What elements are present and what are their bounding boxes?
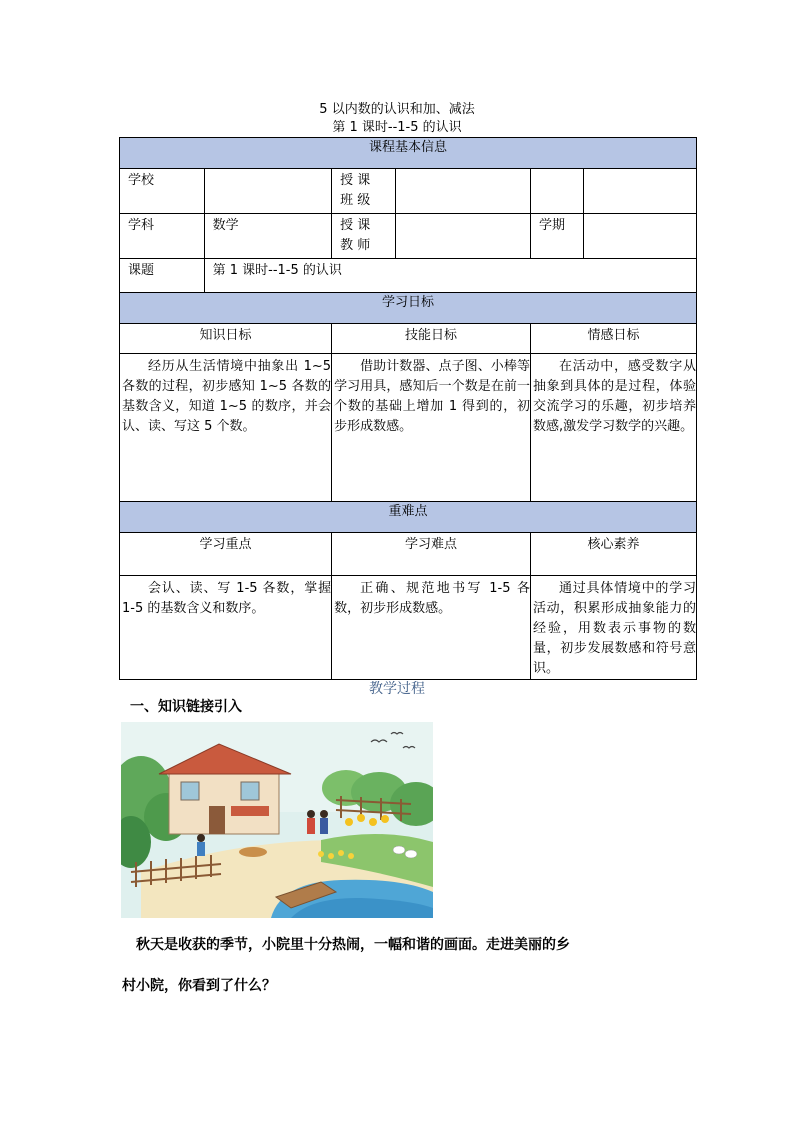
farmyard-illustration — [121, 722, 433, 918]
term-label: 学期 — [530, 214, 583, 259]
key-point-text: 会认、读、写 1-5 各数，掌握 1-5 的基数含义和数序。 — [120, 576, 332, 680]
class-value — [395, 169, 530, 214]
teacher-value — [395, 214, 530, 259]
section-heading: 一、知识链接引入 — [130, 699, 242, 715]
blank-cell — [583, 169, 696, 214]
key-point-heading: 学习重点 — [120, 533, 332, 576]
core-literacy-text: 通过具体情境中的学习活动，积累形成抽象能力的经验，用数表示事物的数量，初步发展数感和符号意识。 — [530, 576, 696, 680]
teacher-label: 授 课 教 师 — [332, 214, 396, 259]
emotion-goal-heading: 情感日标 — [530, 324, 696, 354]
core-literacy-heading: 核心素养 — [530, 533, 696, 576]
knowledge-goal-heading: 知识日标 — [120, 324, 332, 354]
document-title: 5 以内数的认识和加、减法 — [319, 102, 475, 117]
teaching-process-label: 教学过程 — [369, 681, 425, 697]
blank-cell — [530, 169, 583, 214]
topic-label: 课题 — [120, 259, 205, 293]
knowledge-goal-text: 经历从生活情境中抽象出 1~5 各数的过程，初步感知 1~5 各数的基数含义，知道 1~5 的数序，并会认、读、写这 5 个数。 — [120, 354, 332, 502]
intro-paragraph-line-1: 秋天是收获的季节，小院里十分热闹，一幅和谐的画面。走进美丽的乡 — [136, 937, 570, 953]
key-points-header: 重难点 — [120, 502, 697, 533]
intro-paragraph-line-2: 村小院，你看到了什么？ — [122, 978, 276, 994]
document-subtitle: 第 1 课时--1-5 的认识 — [332, 120, 462, 135]
school-label: 学校 — [120, 169, 205, 214]
skill-goal-heading: 技能日标 — [332, 324, 531, 354]
difficulty-heading: 学习难点 — [332, 533, 531, 576]
learning-goals-header: 学习日标 — [120, 293, 697, 324]
subject-label: 学科 — [120, 214, 205, 259]
skill-goal-text: 借助计数器、点子图、小棒等学习用具，感知后一个数是在前一个数的基础上增加 1 得到的，初步形成数感。 — [332, 354, 531, 502]
school-value — [204, 169, 331, 214]
subject-value: 数学 — [204, 214, 331, 259]
lesson-info-table — [119, 137, 697, 680]
term-value — [583, 214, 696, 259]
difficulty-text: 正确、规范地书写 1-5 各数，初步形成数感。 — [332, 576, 531, 680]
class-label: 授 课 班 级 — [332, 169, 396, 214]
emotion-goal-text: 在活动中，感受数字从抽象到具体的是过程，体验交流学习的乐趣，初步培养数感,激发学习数学的兴趣。 — [530, 354, 696, 502]
topic-value: 第 1 课时--1-5 的认识 — [204, 259, 696, 293]
basic-info-header: 课程基本信息 — [120, 138, 697, 169]
